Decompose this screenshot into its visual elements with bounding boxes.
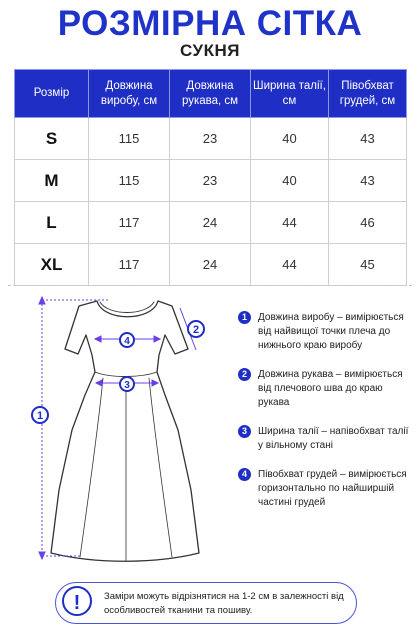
table-cell: 45 xyxy=(329,244,407,286)
header-cell: Довжина виробу, см xyxy=(89,70,170,118)
table-cell: 43 xyxy=(329,118,407,160)
legend-text: Довжина виробу – вимірюється від найвищої точки плеча до нижнього краю виробу xyxy=(258,312,404,351)
marker-label: 2 xyxy=(192,324,200,336)
header-cell: Розмір xyxy=(15,70,89,118)
table-cell: 23 xyxy=(170,160,251,202)
table-cell: 24 xyxy=(170,244,251,286)
size-cell: M xyxy=(15,160,89,202)
arrow-right-icon xyxy=(154,336,160,342)
legend-item xyxy=(238,368,416,410)
legend-item xyxy=(238,425,416,453)
arrow-left-icon xyxy=(96,380,102,386)
arrow-down-icon xyxy=(39,552,45,559)
legend-number: 1 xyxy=(238,311,251,324)
legend-text: Довжина рукава – вимірюється від плечового шва до краю рукава xyxy=(258,369,403,408)
dress-waist-seam xyxy=(95,372,157,377)
marker-1 xyxy=(32,407,48,423)
table-cell: 23 xyxy=(170,118,251,160)
legend-number: 3 xyxy=(238,425,251,438)
marker-label: 3 xyxy=(124,380,130,391)
legend-number: 4 xyxy=(238,468,251,481)
marker-label: 4 xyxy=(124,336,130,347)
table-row xyxy=(15,244,407,286)
arrow-right-icon xyxy=(152,380,158,386)
size-table xyxy=(14,69,407,286)
legend-item xyxy=(238,311,416,353)
header-cell: Півобхват грудей, см xyxy=(329,70,407,118)
table-cell: 40 xyxy=(251,118,329,160)
table-cell: 115 xyxy=(89,160,170,202)
table-cell: 44 xyxy=(251,244,329,286)
table-header-row xyxy=(15,70,407,118)
marker-2 xyxy=(188,321,204,337)
table-cell: 40 xyxy=(251,160,329,202)
dress-neckline xyxy=(100,302,154,313)
marker-3 xyxy=(120,377,134,391)
measurement-legend xyxy=(238,311,416,525)
size-cell: L xyxy=(15,202,89,244)
table-cell: 44 xyxy=(251,202,329,244)
header-cell: Довжина рукава, см xyxy=(170,70,251,118)
dress-fold xyxy=(80,378,103,557)
table-cell: 43 xyxy=(329,160,407,202)
exclamation-icon: ! xyxy=(62,586,92,616)
note-text: Заміри можуть відрізнятися на 1-2 см в залежності від особливостей тканини та пошиву. xyxy=(104,591,344,616)
size-cell: XL xyxy=(15,244,89,286)
header-cell: Ширина талії, см xyxy=(251,70,329,118)
marker-4 xyxy=(120,333,134,347)
table-cell: 117 xyxy=(89,244,170,286)
table-row xyxy=(15,160,407,202)
legend-item xyxy=(238,468,416,510)
table-row xyxy=(15,118,407,160)
table-cell: 117 xyxy=(89,202,170,244)
arrow-up-icon xyxy=(39,297,45,304)
page-title: РОЗМІРНА СІТКА xyxy=(57,4,363,43)
table-row xyxy=(15,202,407,244)
dress-diagram xyxy=(0,290,236,570)
arrow-left-icon xyxy=(95,336,101,342)
table-cell: 115 xyxy=(89,118,170,160)
section-divider xyxy=(8,285,412,286)
page-subtitle: СУКНЯ xyxy=(180,41,240,60)
size-cell: S xyxy=(15,118,89,160)
table-cell: 46 xyxy=(329,202,407,244)
marker-label: 1 xyxy=(36,410,44,422)
legend-text: Півобхват грудей – вимірюється горизонтально по найширшій частині грудей xyxy=(258,469,407,508)
legend-text: Ширина талії – напівобхват талії у вільному стані xyxy=(258,426,409,451)
legend-number: 2 xyxy=(238,368,251,381)
table-cell: 24 xyxy=(170,202,251,244)
